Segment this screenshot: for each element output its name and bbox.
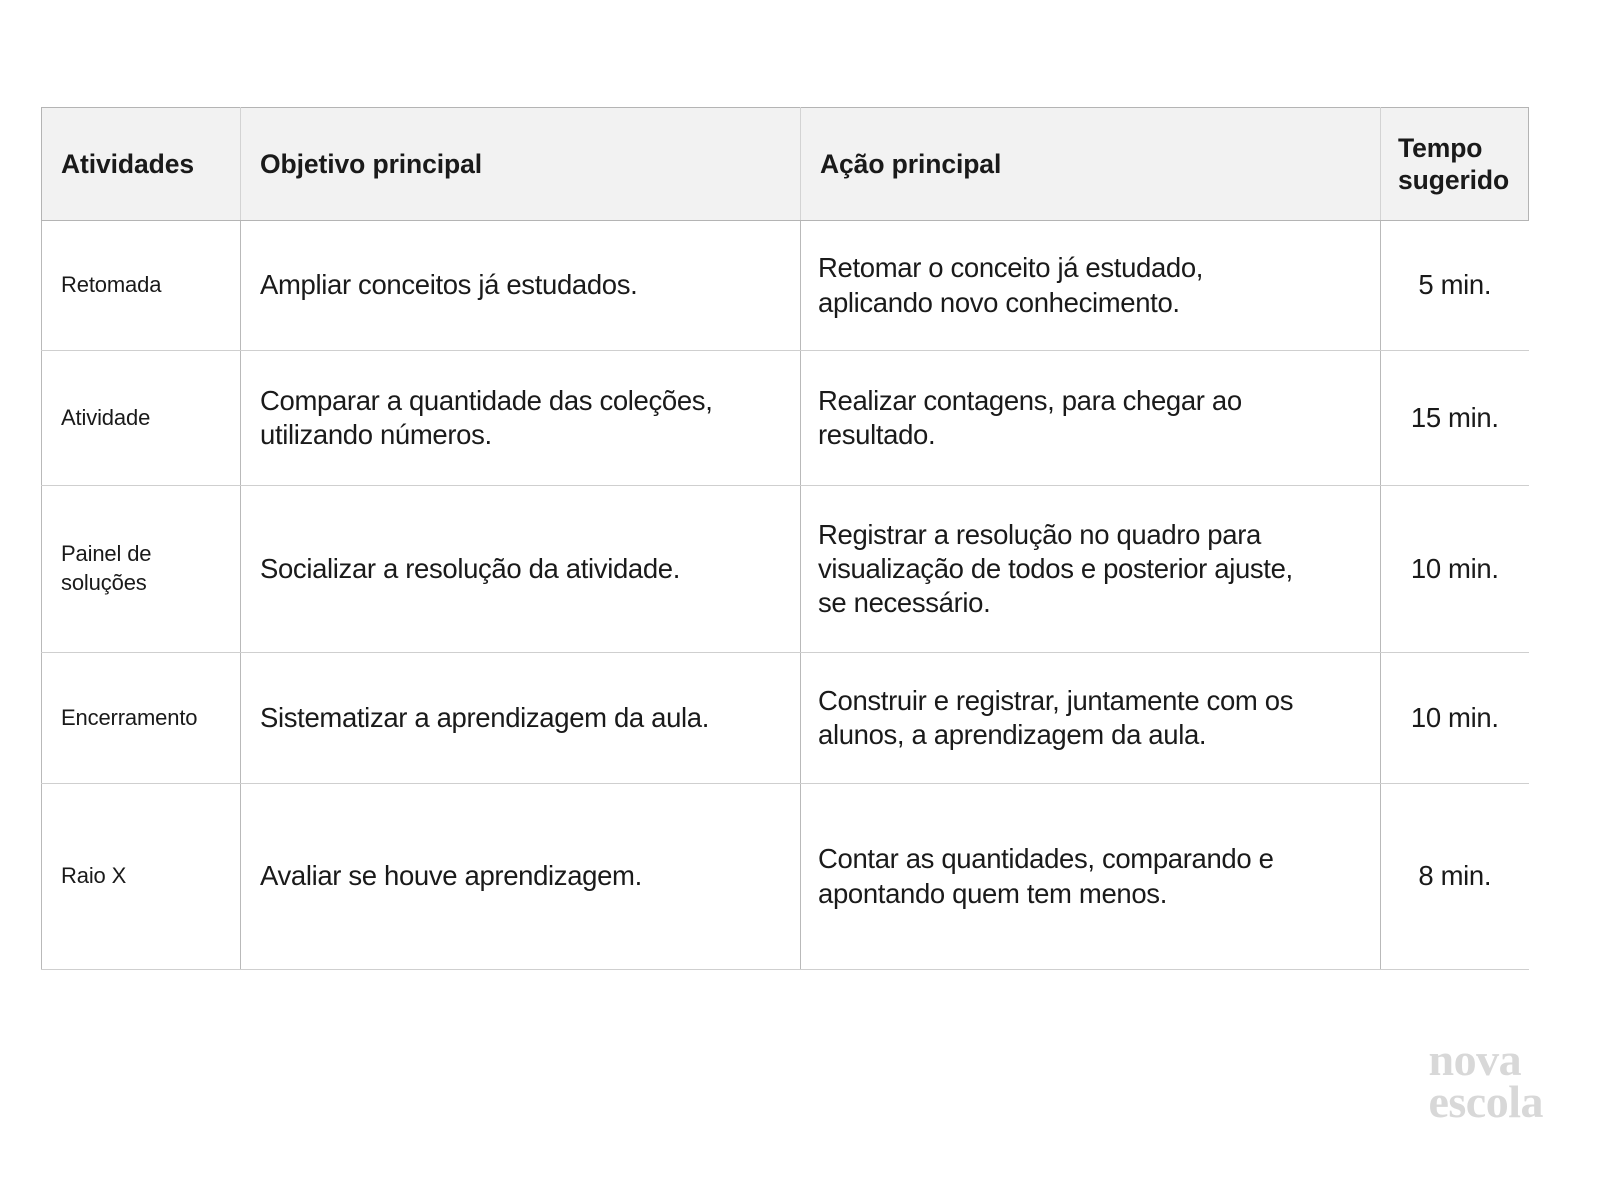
- cell-tempo: [1381, 486, 1529, 653]
- suggested-time: 10 min.: [1410, 701, 1499, 733]
- activity-name: Raio X: [61, 863, 127, 889]
- activity-name-line2: soluções: [61, 570, 147, 595]
- column-header-objetivo-principal: [241, 108, 801, 221]
- suggested-time: 15 min.: [1410, 401, 1499, 433]
- action-text-line2: resultado.: [818, 419, 936, 450]
- column-header-tempo-sugerido-line1: Tempo: [1398, 132, 1483, 163]
- suggested-time: 8 min.: [1418, 860, 1492, 892]
- cell-tempo: [1381, 221, 1529, 351]
- table-row: [42, 653, 1529, 784]
- cell-atividade: [42, 351, 241, 486]
- cell-atividade: [42, 784, 241, 970]
- table-row: [42, 784, 1529, 970]
- table-header-row: [42, 108, 1529, 221]
- lesson-plan-table-container: [41, 107, 1528, 970]
- nova-escola-logo: [1428, 1034, 1543, 1127]
- column-header-objetivo-principal-label: Objetivo principal: [260, 148, 483, 179]
- action-text-line2: apontando quem tem menos.: [818, 877, 1167, 909]
- objective-text-line2: utilizando números.: [260, 419, 492, 450]
- activity-name: Encerramento: [61, 704, 198, 730]
- activity-name-line1: Painel de: [61, 541, 152, 567]
- cell-tempo: [1381, 784, 1529, 970]
- objective-text: Ampliar conceitos já estudados.: [260, 269, 638, 301]
- logo-line2: escola: [1428, 1075, 1543, 1127]
- table-row: [42, 351, 1529, 486]
- cell-objetivo: [241, 351, 801, 486]
- cell-atividade: [42, 486, 241, 653]
- cell-objetivo: [241, 784, 801, 970]
- objective-text: Avaliar se houve aprendizagem.: [260, 860, 642, 892]
- suggested-time: 10 min.: [1410, 552, 1499, 584]
- objective-text: Socializar a resolução da atividade.: [260, 552, 681, 584]
- lesson-plan-table: [41, 107, 1529, 970]
- column-header-atividades: [42, 108, 241, 221]
- objective-text: Sistematizar a aprendizagem da aula.: [260, 701, 710, 733]
- cell-acao: [801, 351, 1381, 486]
- action-text-line2: alunos, a aprendizagem da aula.: [818, 719, 1207, 750]
- cell-acao: [801, 221, 1381, 351]
- action-text-line1: Contar as quantidades, comparando e: [818, 843, 1274, 875]
- column-header-tempo-sugerido-line2: sugerido: [1398, 165, 1510, 195]
- cell-acao: [801, 486, 1381, 653]
- action-text-line1: Realizar contagens, para chegar ao: [818, 384, 1242, 416]
- activity-name: Atividade: [61, 404, 151, 430]
- cell-atividade: [42, 653, 241, 784]
- cell-objetivo: [241, 221, 801, 351]
- cell-objetivo: [241, 653, 801, 784]
- action-text-line1: Retomar o conceito já estudado,: [818, 252, 1204, 284]
- table-header: [42, 108, 1529, 221]
- column-header-tempo-sugerido: [1381, 108, 1529, 221]
- action-text-line2: aplicando novo conhecimento.: [818, 286, 1180, 318]
- activity-name: Retomada: [61, 272, 162, 298]
- table-row: [42, 221, 1529, 351]
- action-text-line3: se necessário.: [818, 587, 991, 619]
- action-text-line1: Construir e registrar, juntamente com os: [818, 684, 1294, 716]
- objective-text-line1: Comparar a quantidade das coleções,: [260, 384, 713, 416]
- logo-line1: nova: [1428, 1034, 1522, 1086]
- table-body: [42, 221, 1529, 970]
- cell-tempo: [1381, 351, 1529, 486]
- action-text-line2: visualização de todos e posterior ajuste,: [818, 552, 1293, 584]
- column-header-acao-principal: [801, 108, 1381, 221]
- cell-objetivo: [241, 486, 801, 653]
- cell-acao: [801, 653, 1381, 784]
- cell-acao: [801, 784, 1381, 970]
- table-row: [42, 486, 1529, 653]
- suggested-time: 5 min.: [1418, 269, 1492, 301]
- column-header-atividades-label: Atividades: [61, 148, 195, 179]
- column-header-acao-principal-label: Ação principal: [820, 148, 1002, 179]
- action-text-line1: Registrar a resolução no quadro para: [818, 518, 1261, 550]
- cell-tempo: [1381, 653, 1529, 784]
- cell-atividade: [42, 221, 241, 351]
